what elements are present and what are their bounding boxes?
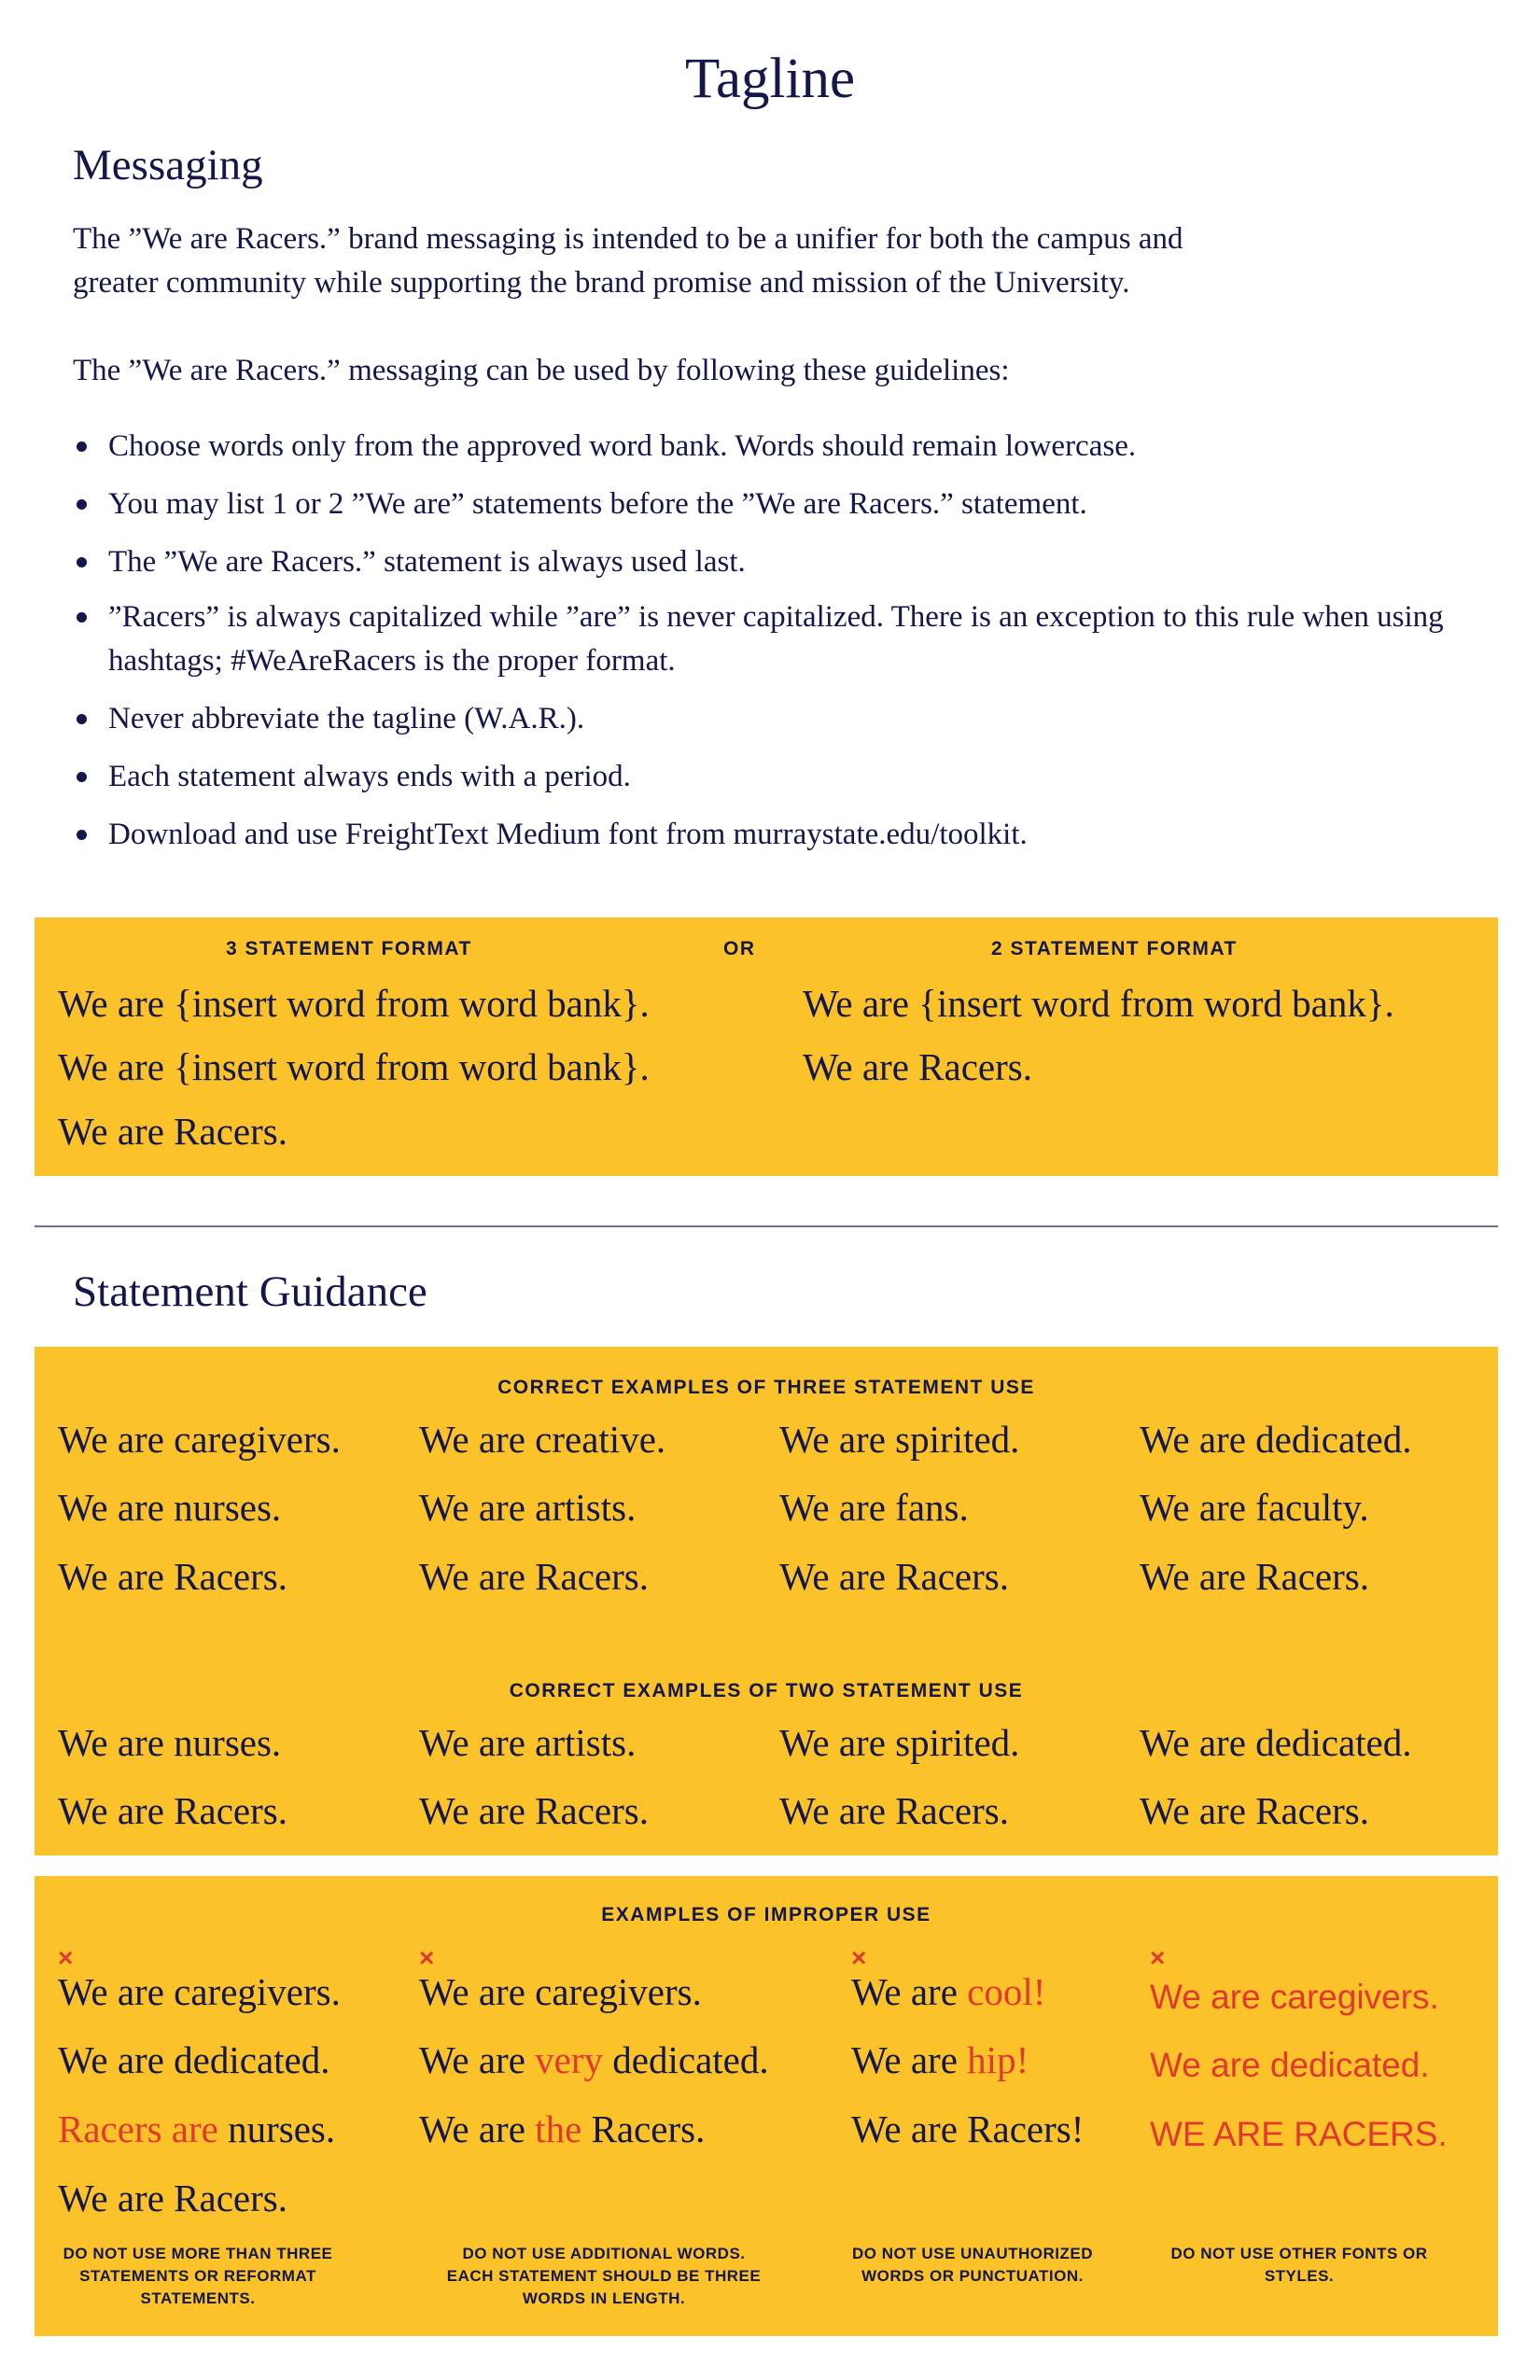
example-text: Racers. — [581, 2107, 706, 2150]
bullet-icon — [77, 612, 87, 623]
x-mark-icon: × — [851, 1943, 867, 1972]
list-item — [73, 425, 1473, 469]
improper-word: the — [535, 2107, 582, 2150]
list-item-text: ”Racers” is always capitalized while ”are” is never capitalized. There is an exception to this rule when using hashtags; #WeAreRacers is the proper format. — [108, 600, 1444, 678]
improper-word: cool! — [967, 1970, 1046, 2013]
three-statement-examples-label: CORRECT EXAMPLES OF THREE STATEMENT USE — [497, 1377, 1035, 1398]
example-line: We are Racers. — [779, 1789, 1009, 1832]
improper-note: DO NOT USE UNAUTHORIZED WORDS OR PUNCTUATION. — [852, 2245, 1093, 2285]
list-item — [73, 755, 1473, 799]
example-line — [851, 2037, 1029, 2082]
or-label: OR — [723, 938, 756, 959]
bullet-icon — [77, 499, 87, 510]
example-line: We are Racers. — [779, 1555, 1009, 1598]
improper-note: DO NOT USE ADDITIONAL WORDS. EACH STATEMENT SHOULD BE THREE WORDS IN LENGTH. — [446, 2245, 762, 2307]
correct-examples-box — [35, 1347, 1498, 1855]
example-text: We are caregivers. — [1150, 1978, 1439, 2016]
improper-word: hip! — [967, 2038, 1029, 2081]
improper-example-line — [1150, 2110, 1448, 2155]
list-item-text: The ”We are Racers.” statement is always used last. — [108, 545, 746, 579]
example-line: We are spirited. — [779, 1721, 1020, 1764]
list-item-text: Never abbreviate the tagline (W.A.R.). — [108, 702, 585, 735]
example-line — [419, 2037, 769, 2082]
example-line: We are nurses. — [58, 1721, 282, 1764]
x-mark-icon: × — [419, 1943, 435, 1972]
list-item — [73, 697, 1473, 741]
format-line: We are {insert word from word bank}. — [58, 1045, 650, 1088]
bullet-icon — [77, 714, 87, 724]
three-statement-label: 3 STATEMENT FORMAT — [226, 938, 472, 959]
paragraph-line: greater community while supporting the brand promise and mission of the University. — [73, 266, 1130, 300]
example-line: We are Racers! — [851, 2107, 1085, 2150]
example-text: We are — [851, 2038, 968, 2081]
bullet-icon — [77, 441, 87, 452]
example-text: WE ARE RACERS. — [1150, 2115, 1448, 2153]
example-line: We are dedicated. — [1140, 1721, 1412, 1764]
paragraph-line: The ”We are Racers.” brand messaging is intended to be a unifier for both the campus and — [73, 222, 1183, 256]
example-line: We are Racers. — [419, 1555, 649, 1598]
example-line: We are dedicated. — [1140, 1418, 1412, 1461]
example-text: We are dedicated. — [1150, 2046, 1430, 2084]
example-text: We are — [851, 1970, 968, 2013]
example-text: nurses. — [217, 2107, 336, 2150]
list-item-text: You may list 1 or 2 ”We are” statements before the ”We are Racers.” statement. — [108, 487, 1087, 521]
messaging-heading: Messaging — [73, 141, 263, 189]
improper-note: DO NOT USE OTHER FONTS OR STYLES. — [1170, 2245, 1428, 2285]
two-statement-examples-label: CORRECT EXAMPLES OF TWO STATEMENT USE — [509, 1680, 1024, 1701]
example-line: We are dedicated. — [58, 2038, 330, 2081]
example-line: We are caregivers. — [419, 1970, 702, 2013]
messaging-paragraph-1 — [73, 217, 1454, 305]
example-line — [419, 2107, 705, 2151]
example-line: We are creative. — [419, 1418, 666, 1461]
x-mark-icon: × — [1150, 1943, 1166, 1972]
list-item-text: Choose words only from the approved word bank. Words should remain lowercase. — [108, 429, 1137, 463]
example-line: We are Racers. — [1140, 1789, 1369, 1832]
guidelines-list — [73, 425, 1473, 871]
example-line: We are nurses. — [58, 1486, 282, 1529]
format-box — [35, 917, 1498, 1176]
example-line: We are Racers. — [58, 1789, 287, 1832]
list-item — [73, 483, 1473, 526]
example-line: We are artists. — [419, 1486, 637, 1529]
format-line: We are Racers. — [803, 1045, 1032, 1088]
section-divider — [35, 1225, 1498, 1227]
bullet-icon — [77, 772, 87, 782]
messaging-paragraph-2: The ”We are Racers.” messaging can be used by following these guidelines: — [73, 354, 1010, 387]
example-line — [58, 2107, 335, 2151]
example-line: We are Racers. — [58, 2177, 287, 2219]
improper-examples-box — [35, 1876, 1498, 2336]
bullet-icon — [77, 557, 87, 567]
format-line: We are Racers. — [58, 1110, 287, 1153]
example-line: We are Racers. — [1140, 1555, 1369, 1598]
example-line: We are artists. — [419, 1721, 637, 1764]
list-item-text: Each statement always ends with a period. — [108, 760, 631, 793]
improper-word: very — [535, 2038, 604, 2081]
example-line: We are spirited. — [779, 1418, 1020, 1461]
improper-word: Racers are — [58, 2107, 218, 2150]
example-line: We are Racers. — [58, 1555, 287, 1598]
example-line — [851, 1969, 1045, 2014]
example-line: We are caregivers. — [58, 1418, 341, 1461]
format-line: We are {insert word from word bank}. — [58, 982, 650, 1025]
example-line: We are fans. — [779, 1486, 969, 1529]
example-line: We are Racers. — [419, 1789, 649, 1832]
example-line: We are faculty. — [1140, 1486, 1369, 1529]
example-text: We are — [419, 2107, 536, 2150]
example-line: We are caregivers. — [58, 1970, 341, 2013]
improper-note: DO NOT USE MORE THAN THREE STATEMENTS OR REFORMAT STATEMENTS. — [63, 2245, 333, 2307]
guidance-heading: Statement Guidance — [73, 1267, 427, 1316]
improper-use-label: EXAMPLES OF IMPROPER USE — [601, 1904, 931, 1925]
bullet-icon — [77, 830, 87, 840]
list-item — [73, 540, 1473, 584]
improper-example-line — [1150, 1973, 1439, 2018]
page-title: Tagline — [684, 48, 856, 110]
list-item — [73, 595, 1473, 683]
list-item — [73, 813, 1473, 857]
improper-example-line — [1150, 2041, 1430, 2086]
example-text: dedicated. — [603, 2038, 769, 2081]
format-line: We are {insert word from word bank}. — [803, 982, 1394, 1025]
example-text: We are — [419, 2038, 536, 2081]
x-mark-icon: × — [58, 1943, 74, 1972]
list-item-text: Download and use FreightText Medium font from murraystate.edu/toolkit. — [108, 818, 1028, 851]
two-statement-label: 2 STATEMENT FORMAT — [991, 938, 1238, 959]
